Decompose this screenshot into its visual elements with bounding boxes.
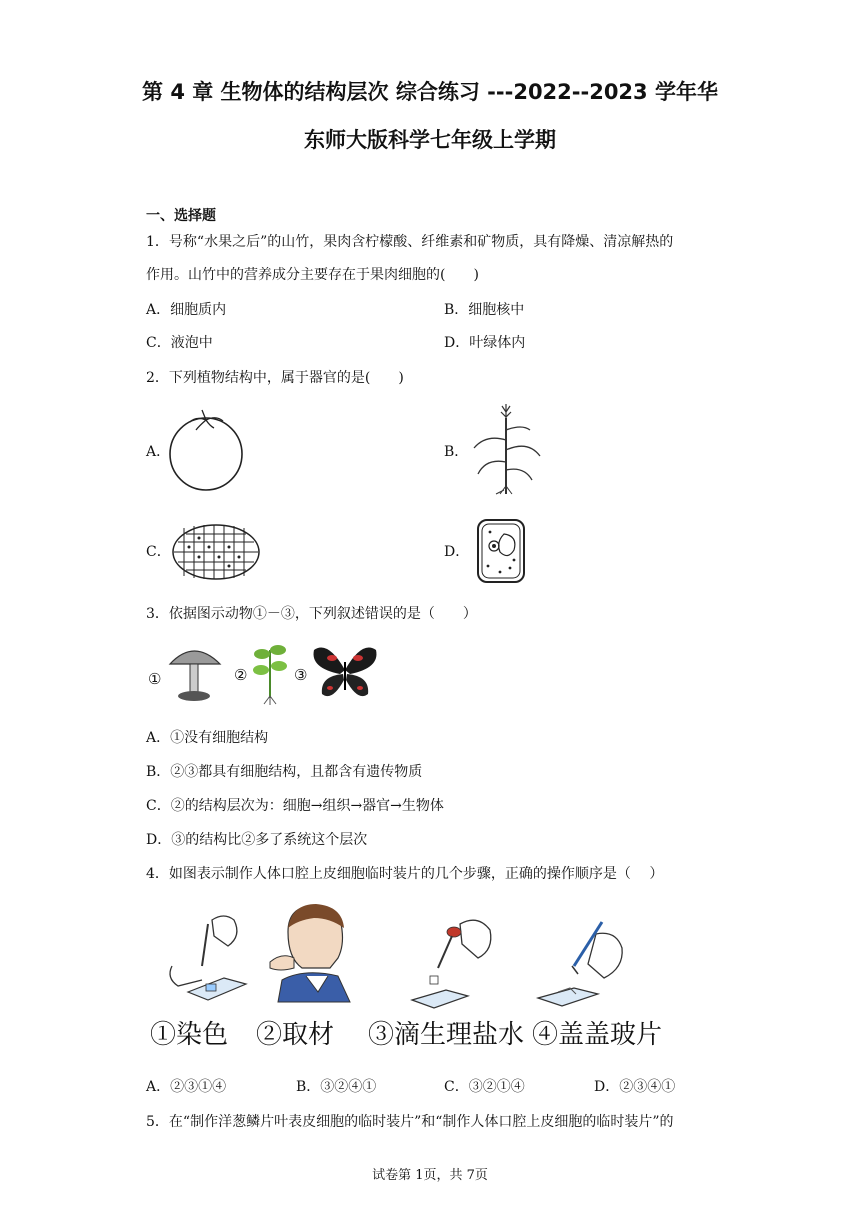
q1-option-c: C．液泡中 [146,335,213,351]
corn-plant-image [466,400,548,496]
q4-figure-label-3: ③滴生理盐水 [368,1020,525,1050]
plant-cell-image [474,516,530,588]
q4-option-d: D．②③④① [594,1079,676,1095]
q4-stem: 4．如图表示制作人体口腔上皮细胞临时装片的几个步骤，正确的操作顺序是（ ） [146,866,664,882]
q1-stem-line-2: 作用。山竹中的营养成分主要存在于果肉细胞的( ) [146,267,479,283]
q3-stem: 3．依据图示动物①－③，下列叙述错误的是（ ） [146,606,477,622]
q4-figure-label-4: ④盖盖玻片 [532,1020,663,1050]
q1-option-a: A．细胞质内 [146,302,227,318]
mushroom-image [166,640,224,704]
q4-option-c: C．③②①④ [444,1079,525,1095]
saline-dropping-step-image [412,910,502,1010]
tissue-cells-image [170,522,262,582]
q3-figure-label-2: ② [234,666,248,684]
q3-option-b: B．②③都具有细胞结构，且都含有遗传物质 [146,764,423,780]
staining-step-image [162,906,254,1006]
tomato-image [166,406,248,492]
q2-option-a: A． [146,444,171,460]
page-footer: 试卷第 1页，共 7页 [372,1168,488,1183]
coverslip-step-image [534,908,630,1012]
page-title-line-2: 东师大版科学七年级上学期 [304,128,556,152]
q1-stem-line-1: 1．号称“水果之后”的山竹，果肉含柠檬酸、纤维素和矿物质，具有降燥、清凉解热的 [146,234,674,250]
q2-stem: 2．下列植物结构中，属于器官的是( ) [146,370,404,386]
section-heading: 一、选择题 [146,208,216,224]
q3-figure-label-3: ③ [294,666,308,684]
q2-option-c: C． [146,544,171,560]
q4-option-b: B．③②④① [296,1079,377,1095]
q4-option-a: A．②③①④ [146,1079,227,1095]
q3-option-c: C．②的结构层次为：细胞→组织→器官→生物体 [146,798,444,814]
q5-stem-line-1: 5．在“制作洋葱鳞片叶表皮细胞的临时装片”和“制作人体口腔上皮细胞的临时装片”的 [146,1114,674,1130]
seedling-image [250,638,290,706]
q3-figure [146,636,386,708]
q1-option-b: B．细胞核中 [444,302,525,318]
q3-figure-label-1: ① [148,670,162,688]
q1-option-d: D．叶绿体内 [444,335,526,351]
q2-option-b: B． [444,444,469,460]
q4-figure [150,902,690,1054]
page-title-line-1: 第 4 章 生物体的结构层次 综合练习 ---2022--2023 学年华 [142,80,718,104]
q3-option-a: A．①没有细胞结构 [146,730,269,746]
q2-option-d: D． [444,544,470,560]
sampling-step-image [258,902,362,1006]
q4-figure-label-2: ②取材 [256,1020,335,1050]
q3-option-d: D．③的结构比②多了系统这个层次 [146,832,368,848]
butterfly-image [310,640,380,704]
q4-figure-label-1: ①染色 [150,1020,229,1050]
